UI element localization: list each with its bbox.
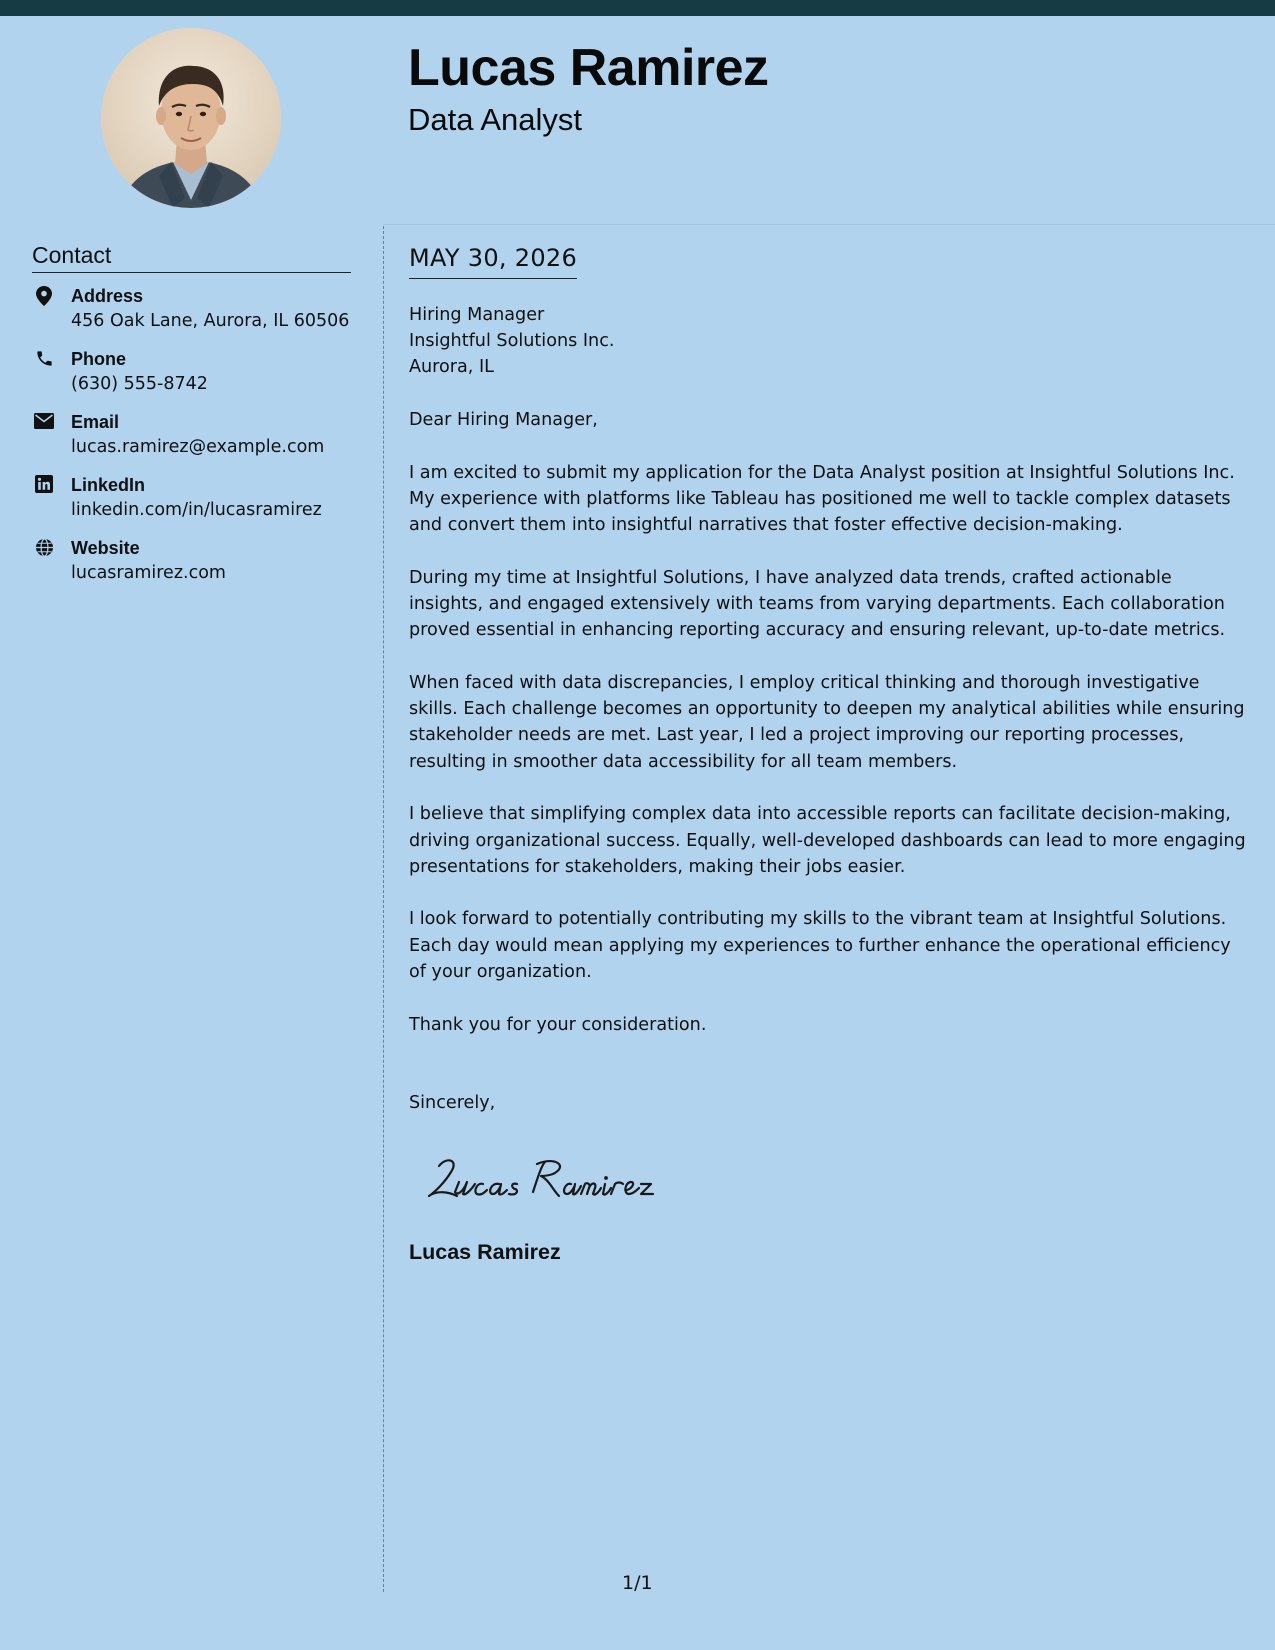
candidate-title: Data Analyst [408,102,583,137]
recipient-line: Aurora, IL [409,357,494,378]
linkedin-icon [32,475,56,495]
contact-heading: Contact [32,239,351,273]
letter-date: MAY 30, 2026 [409,243,577,279]
contact-label: Website [71,538,140,558]
recipient-line: Hiring Manager [409,305,545,325]
body-paragraph: I look forward to potentially contributing my skills to the vibrant team at Insightful Solutions. Each day would mean applying my experiences to further enhance the operational efficiency of your organization. [409,909,1231,982]
contact-item-email [32,410,372,473]
column-divider [383,226,384,1592]
linkedin-value[interactable]: linkedin.com/in/lucasramirez [71,500,322,520]
globe-icon [32,538,56,558]
signoff: Sincerely, [409,1092,496,1113]
page-number: 1/1 [622,1572,653,1594]
body-paragraph: I believe that simplifying complex data into accessible reports can facilitate decision-making, driving organizational success. Equally, well-developed dashboards can lead to more engaging presentations for stakeholders, making their jobs easier. [409,804,1246,877]
top-accent-bar [0,0,1275,16]
map-pin-icon [32,286,56,306]
contact-label: Phone [71,349,127,369]
email-value[interactable]: lucas.ramirez@example.com [71,437,325,457]
body-paragraph: During my time at Insightful Solutions, I have analyzed data trends, crafted actionable insights, and engaged extensively with teams from varying departments. Each collaboration proved essential in enhancing reporting accuracy and ensuring relevant, up-to-date metrics. [409,567,1226,641]
contact-list [32,284,372,599]
header-divider [383,224,1275,225]
envelope-icon [32,412,56,432]
website-value[interactable]: lucasramirez.com [71,563,226,583]
body-paragraph: I am excited to submit my application for the Data Analyst position at Insightful Solutions Inc. My experience with platforms like Tableau has positioned me well to tackle complex datasets and convert them into insightful narratives that foster effective decision-making. [409,462,1235,536]
contact-item-website [32,536,372,599]
recipient-line: Insightful Solutions Inc. [409,331,615,352]
letter-body [409,302,1249,1142]
contact-item-linkedin [32,473,372,536]
signer-name: Lucas Ramirez [409,1240,561,1264]
contact-item-phone [32,347,372,410]
avatar [101,28,281,208]
contact-label: LinkedIn [71,475,146,495]
signature [425,1152,665,1208]
closing-line: Thank you for your consideration. [409,1014,707,1035]
contact-label: Email [71,412,120,432]
contact-label: Address [71,286,144,306]
phone-value: (630) 555-8742 [71,374,208,394]
body-paragraph: When faced with data discrepancies, I employ critical thinking and thorough investigative skills. Each challenge becomes an opportunity to deepen my analytical abilities while ensuring stakeholder needs are met. Last year, I led a project improving our reporting processes, resulting in smoother data accessibility for all team members. [409,673,1245,772]
phone-icon [32,349,56,369]
salutation: Dear Hiring Manager, [409,410,598,431]
candidate-name: Lucas Ramirez [408,39,769,97]
contact-item-address [32,284,372,347]
address-value: 456 Oak Lane, Aurora, IL 60506 [71,311,350,331]
recipient-block [409,302,1249,381]
